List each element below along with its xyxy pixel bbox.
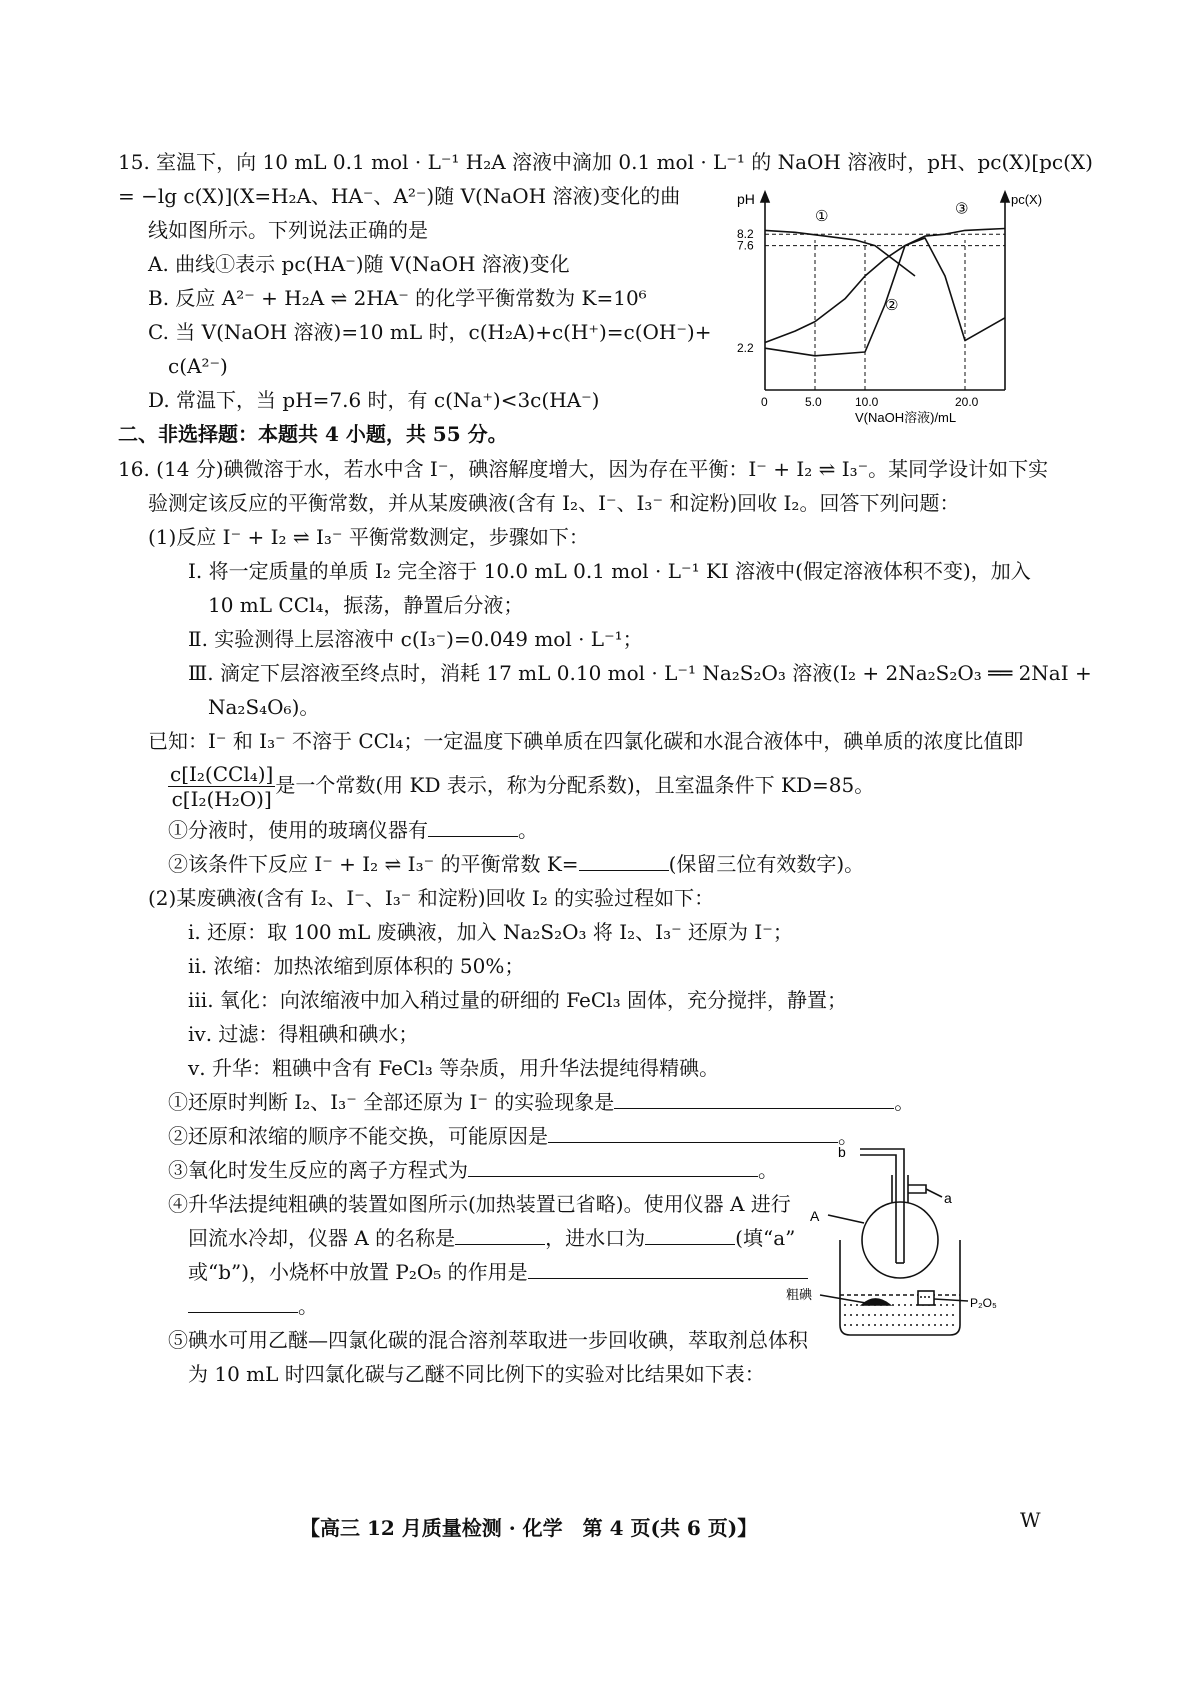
answer-blank-a3[interactable] xyxy=(468,1156,758,1177)
kd-numerator: c[I₂(CCl₄)] xyxy=(170,762,274,786)
q16-q1-text: ①分液时，使用的玻璃仪器有 xyxy=(168,818,428,842)
q16-a5-line2: 为 10 mL 时四氯化碳与乙醚不同比例下的实验对比结果如下表： xyxy=(188,1362,765,1386)
q16-q2 xyxy=(168,850,864,878)
q16-step1a: Ⅰ. 将一定质量的单质 I₂ 完全溶于 10.0 mL 0.1 mol · L⁻¹ KI 溶液中(假定溶液体积不变)，加入 xyxy=(188,559,1031,583)
y-right-label: pc(X) xyxy=(1011,192,1043,207)
x-tick-label: 20.0 xyxy=(955,395,979,409)
q16-q2-text: ②该条件下反应 I⁻ + I₂ ⇌ I₃⁻ 的平衡常数 K= xyxy=(168,852,579,876)
answer-blank-q1[interactable] xyxy=(428,816,518,837)
label-a: a xyxy=(944,1190,952,1206)
series-label-1: ① xyxy=(815,207,829,225)
q15-option-c-line2: c(A²⁻) xyxy=(168,354,228,378)
label-p2o5: P₂O₅ xyxy=(970,1296,997,1310)
q16-intro2: 验测定该反应的平衡常数，并从某废碘液(含有 I₂、I⁻、I₃⁻ 和淀粉)回收 I₂。回答下列问题： xyxy=(148,491,960,515)
kd-denominator: c[I₂(H₂O)] xyxy=(171,787,272,811)
q16-a2-text: ②还原和浓缩的顺序不能交换，可能原因是 xyxy=(168,1124,548,1148)
section-heading: 二、非选择题：本题共 4 小题，共 55 分。 xyxy=(118,422,508,446)
q16-step-iv: ⅳ. 过滤：得粗碘和碘水； xyxy=(188,1022,419,1046)
q16-a4-line1: ④升华法提纯粗碘的装置如图所示(加热装置已省略)。使用仪器 A 进行 xyxy=(168,1192,791,1216)
label-b: b xyxy=(838,1144,846,1160)
q16-a4-text2: ，进水口为 xyxy=(545,1226,646,1250)
kd-fraction-tail: 是一个常数(用 KD 表示，称为分配系数)，且室温条件下 KD=85。 xyxy=(275,773,875,797)
answer-blank-a1[interactable] xyxy=(614,1088,894,1109)
y-tick-label: 8.2 xyxy=(737,227,754,242)
beaker xyxy=(840,1240,960,1335)
q16-step3a: Ⅲ. 滴定下层溶液至终点时，消耗 17 mL 0.10 mol · L⁻¹ Na₂S₂O₃ 溶液(I₂ + 2Na₂S₂O₃ ══ 2NaI + xyxy=(188,661,1092,685)
label-crude-iodine: 粗碘 xyxy=(786,1287,813,1302)
y-left-label: pH xyxy=(737,191,755,207)
x-tick-label: 10.0 xyxy=(855,395,879,409)
q16-a3-text: ③氧化时发生反应的离子方程式为 xyxy=(168,1158,468,1182)
q16-a5-line1: ⑤碘水可用乙醚—四氯化碳的混合溶剂萃取进一步回收碘，萃取剂总体积 xyxy=(168,1328,808,1352)
q16-q1 xyxy=(168,816,538,844)
q16-a4-line3 xyxy=(188,1258,808,1286)
q16-step-ii: ⅱ. 浓缩：加热浓缩到原体积的 50%； xyxy=(188,954,525,978)
q15-option-a: A. 曲线①表示 pc(HA⁻)随 V(NaOH 溶液)变化 xyxy=(148,252,570,276)
q16-a4-text3: (填“a” xyxy=(735,1226,796,1250)
flask-A xyxy=(862,1202,938,1278)
series-label-2: ② xyxy=(885,297,899,315)
answer-blank-a2[interactable] xyxy=(548,1122,838,1143)
period: 。 xyxy=(838,1124,858,1148)
kd-fraction xyxy=(168,762,275,811)
q16-fraction-line xyxy=(168,762,874,811)
ph-pc-chart xyxy=(735,190,1043,425)
q15-line3: 线如图所示。下列说法正确的是 xyxy=(148,218,428,242)
q16-step-i: ⅰ. 还原：取 100 mL 废碘液，加入 Na₂S₂O₃ 将 I₂、I₃⁻ 还原为 I⁻； xyxy=(188,920,793,944)
q16-a4-line4 xyxy=(188,1292,318,1320)
answer-blank-a4-name[interactable] xyxy=(455,1224,545,1245)
q15-option-c-line1: C. 当 V(NaOH 溶液)=10 mL 时，c(H₂A)+c(H⁺)=c(OH⁻)+ xyxy=(148,320,712,344)
answer-blank-q2[interactable] xyxy=(579,850,669,871)
q16-part2: (2)某废碘液(含有 I₂、I⁻、I₃⁻ 和淀粉)回收 I₂ 的实验过程如下： xyxy=(148,886,715,910)
q16-a2 xyxy=(168,1122,858,1150)
q16-intro1: 16. (14 分)碘微溶于水，若水中含 I⁻，碘溶解度增大，因为存在平衡：I⁻ + I₂ ⇌ I₃⁻。某同学设计如下实 xyxy=(118,457,1049,481)
outlet-a xyxy=(908,1185,926,1193)
inlet-b xyxy=(860,1155,896,1165)
series-label-3: ③ xyxy=(955,200,969,218)
q16-a4-line2 xyxy=(188,1224,795,1252)
x-axis-label: V(NaOH溶液)/mL xyxy=(855,410,957,425)
q16-step1b: 10 mL CCl₄，振荡，静置后分液； xyxy=(208,593,524,617)
sublimation-apparatus xyxy=(786,1144,1030,1355)
q16-a1 xyxy=(168,1088,914,1116)
q15-option-b: B. 反应 A²⁻ + H₂A ⇌ 2HA⁻ 的化学平衡常数为 K=10⁶ xyxy=(148,286,647,310)
corner-mark: W xyxy=(1020,1508,1041,1532)
q16-step-v: ⅴ. 升华：粗碘中含有 FeCl₃ 等杂质，用升华法提纯得精碘。 xyxy=(188,1056,720,1080)
q16-a4-text1: 回流水冷却，仪器 A 的名称是 xyxy=(188,1226,456,1250)
q16-step3b: Na₂S₄O₆)。 xyxy=(208,695,320,719)
page-footer: 【高三 12 月质量检测 · 化学 第 4 页(共 6 页)】 xyxy=(300,1516,758,1540)
q16-part1: (1)反应 I⁻ + I₂ ⇌ I₃⁻ 平衡常数测定，步骤如下： xyxy=(148,525,589,549)
x-tick-label: 0 xyxy=(761,395,768,409)
q16-a1-text: ①还原时判断 I₂、I₃⁻ 全部还原为 I⁻ 的实验现象是 xyxy=(168,1090,615,1114)
q15-option-d: D. 常温下，当 pH=7.6 时，有 c(Na⁺)<3c(HA⁻) xyxy=(148,388,600,412)
q15-line1: 15. 室温下，向 10 mL 0.1 mol · L⁻¹ H₂A 溶液中滴加 0.1 mol · L⁻¹ 的 NaOH 溶液时，pH、pc(X)[pc(X) xyxy=(118,150,1093,174)
answer-blank-a4-p2o5[interactable] xyxy=(528,1258,808,1279)
period: 。 xyxy=(758,1158,778,1182)
x-tick-label: 5.0 xyxy=(805,395,822,409)
answer-blank-a4-inlet[interactable] xyxy=(645,1224,735,1245)
q16-step2: Ⅱ. 实验测得上层溶液中 c(I₃⁻)=0.049 mol · L⁻¹； xyxy=(188,627,643,651)
q15-line2: = −lg c(X)](X=H₂A、HA⁻、A²⁻)随 V(NaOH 溶液)变化的曲 xyxy=(118,184,681,208)
y-tick-label: 7.6 xyxy=(737,238,754,253)
label-A: A xyxy=(810,1208,820,1224)
period: 。 xyxy=(298,1294,318,1318)
q16-q2-end: (保留三位有效数字)。 xyxy=(668,852,865,876)
answer-blank-a4-p2o5-cont[interactable] xyxy=(188,1292,298,1313)
q16-step-iii: ⅲ. 氧化：向浓缩液中加入稍过量的研细的 FeCl₃ 固体，充分搅拌，静置； xyxy=(188,988,847,1012)
q16-q1-end: 。 xyxy=(518,818,538,842)
y-tick-label: 2.2 xyxy=(737,341,754,356)
q16-a4-text4: 或“b”)，小烧杯中放置 P₂O₅ 的作用是 xyxy=(188,1260,528,1284)
q16-a3 xyxy=(168,1156,778,1184)
period: 。 xyxy=(894,1090,915,1114)
q16-known: 已知：I⁻ 和 I₃⁻ 不溶于 CCl₄；一定温度下碘单质在四氯化碳和水混合液体中，碘单质的浓度比值即 xyxy=(148,729,1024,753)
